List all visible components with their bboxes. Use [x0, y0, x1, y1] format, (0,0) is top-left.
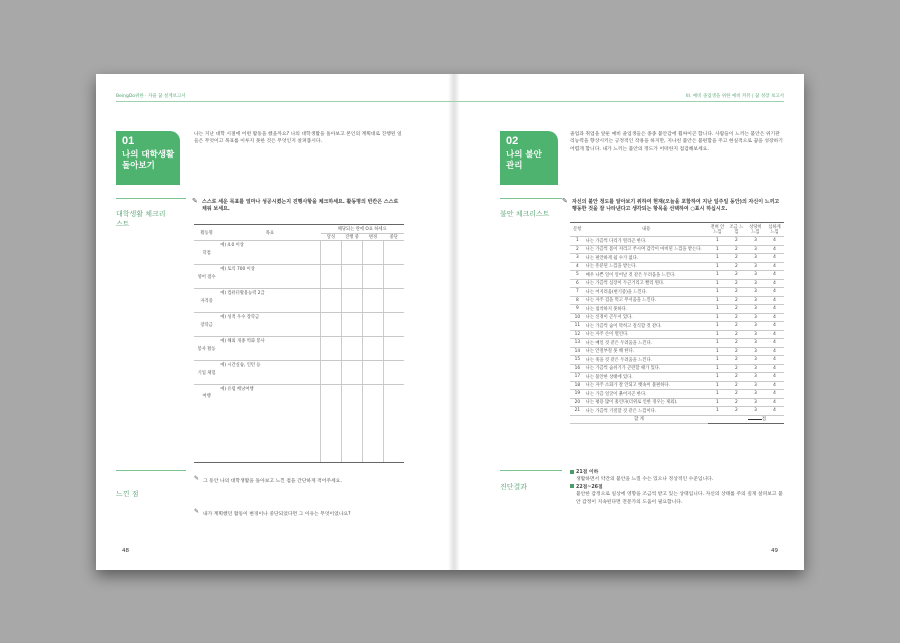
anxiety-row	[570, 330, 784, 339]
score-option[interactable]: 1	[708, 288, 727, 297]
score-option[interactable]: 1	[708, 398, 727, 407]
check-cell[interactable]	[384, 241, 405, 265]
score-option[interactable]: 1	[708, 313, 727, 322]
item-text: 나는 편안하게 쉴 수가 없다.	[585, 254, 708, 263]
item-text: 나는 신경이 곤두서 있다.	[585, 313, 708, 322]
score-option[interactable]: 1	[708, 347, 727, 356]
row-goal: 예) 컴퓨터활용능력 2급	[219, 289, 320, 313]
anxiety-row	[570, 390, 784, 399]
row-goal: 예) 해외 개종 벽화 봉사	[219, 337, 320, 361]
col-score-1: 전혀 안느낌	[708, 223, 727, 237]
score-option[interactable]: 2	[727, 237, 746, 246]
item-number: 14	[570, 347, 585, 356]
item-number: 12	[570, 330, 585, 339]
row-category: 기업 체험	[194, 361, 219, 385]
side-rule	[116, 198, 186, 199]
page-number: 49	[771, 548, 778, 554]
item-number: 20	[570, 398, 585, 407]
score-option[interactable]: 4	[765, 407, 784, 416]
score-option[interactable]: 4	[765, 347, 784, 356]
score-option[interactable]: 3	[746, 262, 765, 271]
score-option[interactable]: 3	[746, 237, 765, 246]
score-option[interactable]: 1	[708, 322, 727, 331]
score-option[interactable]: 2	[727, 296, 746, 305]
bullet-icon	[570, 484, 574, 488]
item-number: 7	[570, 288, 585, 297]
score-option[interactable]: 2	[727, 347, 746, 356]
score-option[interactable]: 3	[746, 390, 765, 399]
result-text-1: 생활하면서 약간의 불안을 느낄 수는 있으나 정상적인 수준입니다.	[576, 477, 714, 483]
score-option[interactable]: 1	[708, 330, 727, 339]
score-option[interactable]: 1	[708, 364, 727, 373]
item-text: 나는 가끔씩 다리가 떨리곤 한다.	[585, 237, 708, 246]
score-option[interactable]: 3	[746, 373, 765, 382]
anxiety-row	[570, 245, 784, 254]
check-cell[interactable]	[384, 313, 405, 337]
score-option[interactable]: 1	[708, 271, 727, 280]
check-cell[interactable]	[363, 313, 384, 337]
score-option[interactable]: 4	[765, 288, 784, 297]
item-text: 나는 어지러움(현기증)을 느낀다.	[585, 288, 708, 297]
pencil-icon: ✎	[562, 197, 568, 205]
section-title: 나의 대학생활 돌아보기	[122, 150, 175, 171]
item-number: 19	[570, 390, 585, 399]
item-number: 13	[570, 339, 585, 348]
section-badge	[116, 131, 180, 185]
item-number: 4	[570, 262, 585, 271]
check-cell[interactable]	[342, 385, 363, 463]
item-number: 18	[570, 381, 585, 390]
score-option[interactable]: 1	[708, 245, 727, 254]
score-option[interactable]: 2	[727, 339, 746, 348]
side-rule	[116, 470, 186, 471]
prompt-reason: 내가 계획했던 활동이 변경이나 중단되었다면 그 이유는 무엇이었나요?	[203, 512, 351, 517]
item-text: 나는 가끔씩 숨이 막히고 질식할 것 같다.	[585, 322, 708, 331]
table-row	[194, 289, 404, 313]
check-cell[interactable]	[321, 361, 342, 385]
result-text-2: 불안한 감정으로 일상에 영향을 조금씩 받고 있는 상태입니다. 자신의 상태를 주의 깊게 살펴보고 불안 감정이 지속된다면 전문가의 도움이 필요합니다.	[576, 492, 783, 505]
item-number: 6	[570, 279, 585, 288]
score-option[interactable]: 2	[727, 313, 746, 322]
anxiety-row	[570, 373, 784, 382]
running-head: BeingDo위한 · 자율 꿈 설계보고서	[116, 94, 186, 99]
score-option[interactable]: 2	[727, 245, 746, 254]
score-option[interactable]: 1	[708, 296, 727, 305]
col-stopped: 중단	[384, 234, 405, 241]
anxiety-table	[570, 222, 784, 424]
score-option[interactable]: 2	[727, 381, 746, 390]
side-rule	[500, 198, 562, 199]
item-text: 나는 가끔 얼굴이 붉어지곤 한다.	[585, 390, 708, 399]
score-option[interactable]: 3	[746, 313, 765, 322]
score-option[interactable]: 2	[727, 322, 746, 331]
score-option[interactable]: 3	[746, 398, 765, 407]
score-option[interactable]: 3	[746, 330, 765, 339]
check-cell[interactable]	[321, 241, 342, 265]
bullet-icon	[570, 470, 574, 474]
col-score-4: 심하게 느낌	[765, 223, 784, 237]
score-option[interactable]: 3	[746, 288, 765, 297]
item-number: 17	[570, 373, 585, 382]
score-option[interactable]: 2	[727, 356, 746, 365]
score-option[interactable]: 4	[765, 262, 784, 271]
check-cell[interactable]	[321, 337, 342, 361]
running-head: III. 예비 졸업생을 위한 예비 커뮤 | 꿈 성장 보고서	[685, 94, 784, 99]
row-category: 봉사 활동	[194, 337, 219, 361]
item-text: 매우 나쁜 일이 일어날 것 같은 두려움을 느낀다.	[585, 271, 708, 280]
table-row	[194, 241, 404, 265]
section-number: 01	[122, 135, 135, 147]
result-label: 진단결과	[500, 483, 528, 491]
anxiety-row	[570, 288, 784, 297]
item-number: 10	[570, 313, 585, 322]
check-cell[interactable]	[342, 241, 363, 265]
score-option[interactable]: 4	[765, 373, 784, 382]
score-option[interactable]: 3	[746, 296, 765, 305]
row-category: 여행	[194, 385, 219, 463]
score-option[interactable]: 1	[708, 237, 727, 246]
check-cell[interactable]	[384, 265, 405, 289]
item-number: 9	[570, 305, 585, 314]
score-option[interactable]: 4	[765, 305, 784, 314]
score-option[interactable]: 4	[765, 279, 784, 288]
item-text: 나는 평용 많이 흘린다(더위로 인한 경우는 제외).	[585, 398, 708, 407]
check-cell[interactable]	[342, 337, 363, 361]
page-number: 48	[122, 548, 129, 554]
item-text: 나는 죽을 것 같은 두려움을 느낀다.	[585, 356, 708, 365]
score-option[interactable]: 4	[765, 339, 784, 348]
score-option[interactable]: 3	[746, 356, 765, 365]
score-option[interactable]: 3	[746, 305, 765, 314]
score-option[interactable]: 1	[708, 262, 727, 271]
score-option[interactable]: 4	[765, 237, 784, 246]
item-number: 1	[570, 237, 585, 246]
anxiety-row	[570, 339, 784, 348]
check-cell[interactable]	[342, 313, 363, 337]
anxiety-row	[570, 364, 784, 373]
check-cell[interactable]	[342, 289, 363, 313]
score-option[interactable]: 4	[765, 356, 784, 365]
anxiety-row	[570, 322, 784, 331]
score-option[interactable]: 4	[765, 398, 784, 407]
score-option[interactable]: 3	[746, 245, 765, 254]
check-cell[interactable]	[342, 265, 363, 289]
score-option[interactable]: 2	[727, 330, 746, 339]
score-option[interactable]: 3	[746, 364, 765, 373]
score-option[interactable]: 3	[746, 254, 765, 263]
anxiety-row	[570, 398, 784, 407]
reflection-label: 느낀 점	[116, 490, 139, 498]
check-cell[interactable]	[321, 313, 342, 337]
anxiety-row	[570, 305, 784, 314]
header-rule	[450, 101, 784, 102]
item-text: 나는 매일 것 같은 두려움을 느낀다.	[585, 339, 708, 348]
score-option[interactable]: 1	[708, 407, 727, 416]
score-option[interactable]: 4	[765, 271, 784, 280]
check-cell[interactable]	[384, 385, 405, 463]
item-number: 2	[570, 245, 585, 254]
anxiety-row	[570, 254, 784, 263]
score-option[interactable]: 2	[727, 398, 746, 407]
anxiety-row	[570, 237, 784, 246]
score-option[interactable]: 2	[727, 254, 746, 263]
col-in-progress: 진행 중	[342, 234, 363, 241]
item-number: 16	[570, 364, 585, 373]
check-cell[interactable]	[363, 385, 384, 463]
right-page	[450, 74, 804, 570]
score-option[interactable]: 3	[746, 407, 765, 416]
check-cell[interactable]	[363, 289, 384, 313]
result-range-1: 21점 이하	[570, 469, 784, 476]
row-goal: 예) 4.0 이상	[219, 241, 320, 265]
checklist-label: 불안 체크리스트	[500, 210, 550, 218]
score-option[interactable]: 1	[708, 381, 727, 390]
col-status: 해당되는 란에 O표 하세요	[321, 225, 405, 234]
score-option[interactable]: 2	[727, 288, 746, 297]
score-option[interactable]: 3	[746, 347, 765, 356]
item-number: 11	[570, 322, 585, 331]
result-range-2: 22점~26점	[570, 484, 784, 491]
item-text: 나는 가끔씩 기절할 것 같은 느낌이다.	[585, 407, 708, 416]
book-spread	[96, 74, 804, 570]
table-row	[194, 385, 404, 463]
item-text: 나는 가끔씩 몸이 저리고 쑤시며 감각이 마비된 느낌을 받는다.	[585, 245, 708, 254]
anxiety-row	[570, 271, 784, 280]
anxiety-row	[570, 262, 784, 271]
score-option[interactable]: 4	[765, 254, 784, 263]
check-cell[interactable]	[363, 241, 384, 265]
score-option[interactable]: 2	[727, 271, 746, 280]
anxiety-row	[570, 356, 784, 365]
row-goal: 예) 유럽 배낭여행	[219, 385, 320, 463]
row-goal: 예) 시간실습, 인턴 등	[219, 361, 320, 385]
score-option[interactable]: 4	[765, 313, 784, 322]
table-row	[194, 265, 404, 289]
score-option[interactable]: 1	[708, 339, 727, 348]
score-option[interactable]: 4	[765, 390, 784, 399]
check-cell[interactable]	[321, 265, 342, 289]
row-category: 영어 점수	[194, 265, 219, 289]
score-option[interactable]: 2	[727, 390, 746, 399]
score-option[interactable]: 1	[708, 254, 727, 263]
score-option[interactable]: 2	[727, 373, 746, 382]
row-goal: 예) 토익 700 이상	[219, 265, 320, 289]
score-option[interactable]: 4	[765, 330, 784, 339]
col-score-3: 상당히 느낌	[746, 223, 765, 237]
score-option[interactable]: 2	[727, 262, 746, 271]
anxiety-row	[570, 279, 784, 288]
score-option[interactable]: 3	[746, 279, 765, 288]
check-cell[interactable]	[384, 361, 405, 385]
intro-text: 나는 지난 대학 시절에 어떤 활동을 했을까요? 나의 대학생활을 돌아보고 본인의 계획대로 진행된 일들은 무엇이고 목표를 이루지 못한 것은 무엇인지 살펴봅시다.	[194, 132, 402, 145]
anxiety-row	[570, 313, 784, 322]
check-cell[interactable]	[342, 361, 363, 385]
checklist-label: 대학생활 체크리스트	[116, 210, 166, 228]
left-page	[96, 74, 450, 570]
item-text: 나는 자주 겁을 먹고 무서움을 느낀다.	[585, 296, 708, 305]
total-row	[570, 415, 784, 424]
pencil-icon: ✎	[194, 508, 200, 515]
intro-text: 졸업과 취업을 앞둔 예비 졸업생들은 종종 불안감에 휩싸이곤 합니다. 사람들이 느끼는 불안은 위기관리능력을 향상시키는 긍정적인 작용을 하지만, 지나친 불안은 불편함을 주고 현실적으로 꿈을 성장하기 어렵게 합니다. 내가 느끼는 불안의 정도가 어떠한지 점검해보세요.	[570, 132, 783, 152]
result-block	[570, 469, 784, 506]
side-rule	[500, 470, 562, 471]
score-option[interactable]: 1	[708, 390, 727, 399]
header-rule	[116, 101, 450, 102]
col-changed: 변경	[363, 234, 384, 241]
task-text: 자신의 불안 정도를 알아보기 위하여 현재(오늘을 포함하여 지난 일주일 동안)의 자신이 느끼고 행동한 것을 잘 나타낸다고 생각되는 항목을 선택하여 ○표시 하십시오.	[572, 199, 780, 212]
item-text: 나는 안절부절 못 해 한다.	[585, 347, 708, 356]
col-category: 활동명	[194, 225, 219, 241]
score-option[interactable]: 2	[727, 407, 746, 416]
score-option[interactable]: 2	[727, 305, 746, 314]
col-achieved: 달성	[321, 234, 342, 241]
check-cell[interactable]	[384, 289, 405, 313]
anxiety-row	[570, 347, 784, 356]
row-category: 장학금	[194, 313, 219, 337]
score-option[interactable]: 3	[746, 271, 765, 280]
check-cell[interactable]	[363, 265, 384, 289]
item-text: 나는 가끔씩 숨쉬기가 곤란할 때가 있다.	[585, 364, 708, 373]
check-cell[interactable]	[321, 289, 342, 313]
score-option[interactable]: 4	[765, 296, 784, 305]
score-option[interactable]: 1	[708, 356, 727, 365]
item-text: 나는 자주 손이 떨린다.	[585, 330, 708, 339]
item-text: 나는 불안한 상태에 있다.	[585, 373, 708, 382]
row-category: 학점	[194, 241, 219, 265]
anxiety-row	[570, 407, 784, 416]
item-number: 15	[570, 356, 585, 365]
score-option[interactable]: 3	[746, 339, 765, 348]
check-cell[interactable]	[321, 385, 342, 463]
row-category: 자격증	[194, 289, 219, 313]
activity-table	[194, 224, 404, 463]
row-goal: 예) 성적 우수 장학금	[219, 313, 320, 337]
prompt-reflection: 그 동안 나의 대학생활을 돌아보고 느낀 점을 간단하게 적어주세요.	[203, 479, 342, 484]
check-cell[interactable]	[384, 337, 405, 361]
pencil-icon: ✎	[192, 197, 198, 205]
total-unit: 점	[761, 417, 766, 423]
item-text: 나는 흥분된 느낌을 받는다.	[585, 262, 708, 271]
table-row	[194, 313, 404, 337]
item-number: 5	[570, 271, 585, 280]
score-option[interactable]: 4	[765, 364, 784, 373]
col-no: 문항	[570, 223, 585, 237]
score-option[interactable]: 1	[708, 373, 727, 382]
table-row	[194, 337, 404, 361]
total-value[interactable]	[708, 415, 784, 424]
table-bottom-rule	[194, 462, 404, 463]
col-goal: 목표	[219, 225, 320, 241]
item-number: 3	[570, 254, 585, 263]
pencil-icon: ✎	[194, 475, 200, 482]
score-option[interactable]: 2	[727, 364, 746, 373]
section-title: 나의 불안 관리	[506, 150, 542, 171]
task-text: 스스로 세운 목표를 얼마나 성공시켰는지 진행사항을 체크하세요. 활동명의 빈칸은 스스로 채워 보세요.	[202, 199, 399, 212]
total-label: 합 계	[570, 415, 708, 424]
score-option[interactable]: 2	[727, 279, 746, 288]
score-option[interactable]: 4	[765, 245, 784, 254]
score-option[interactable]: 4	[765, 322, 784, 331]
item-text: 나는 자주 소화가 잘 안되고 뱃속이 불편하다.	[585, 381, 708, 390]
score-option[interactable]: 3	[746, 322, 765, 331]
score-option[interactable]: 4	[765, 381, 784, 390]
check-cell[interactable]	[363, 337, 384, 361]
score-option[interactable]: 1	[708, 305, 727, 314]
item-text: 나는 가끔씩 심장이 두근거리고 빨리 뛴다.	[585, 279, 708, 288]
anxiety-row	[570, 381, 784, 390]
anxiety-row	[570, 296, 784, 305]
col-item: 내용	[585, 223, 708, 237]
score-option[interactable]: 3	[746, 381, 765, 390]
table-row	[194, 361, 404, 385]
score-option[interactable]: 1	[708, 279, 727, 288]
item-text: 나는 침착하지 못하다.	[585, 305, 708, 314]
section-number: 02	[506, 135, 519, 147]
section-badge	[500, 131, 558, 185]
item-number: 8	[570, 296, 585, 305]
check-cell[interactable]	[363, 361, 384, 385]
col-score-2: 조금 느낌	[727, 223, 746, 237]
item-number: 21	[570, 407, 585, 416]
